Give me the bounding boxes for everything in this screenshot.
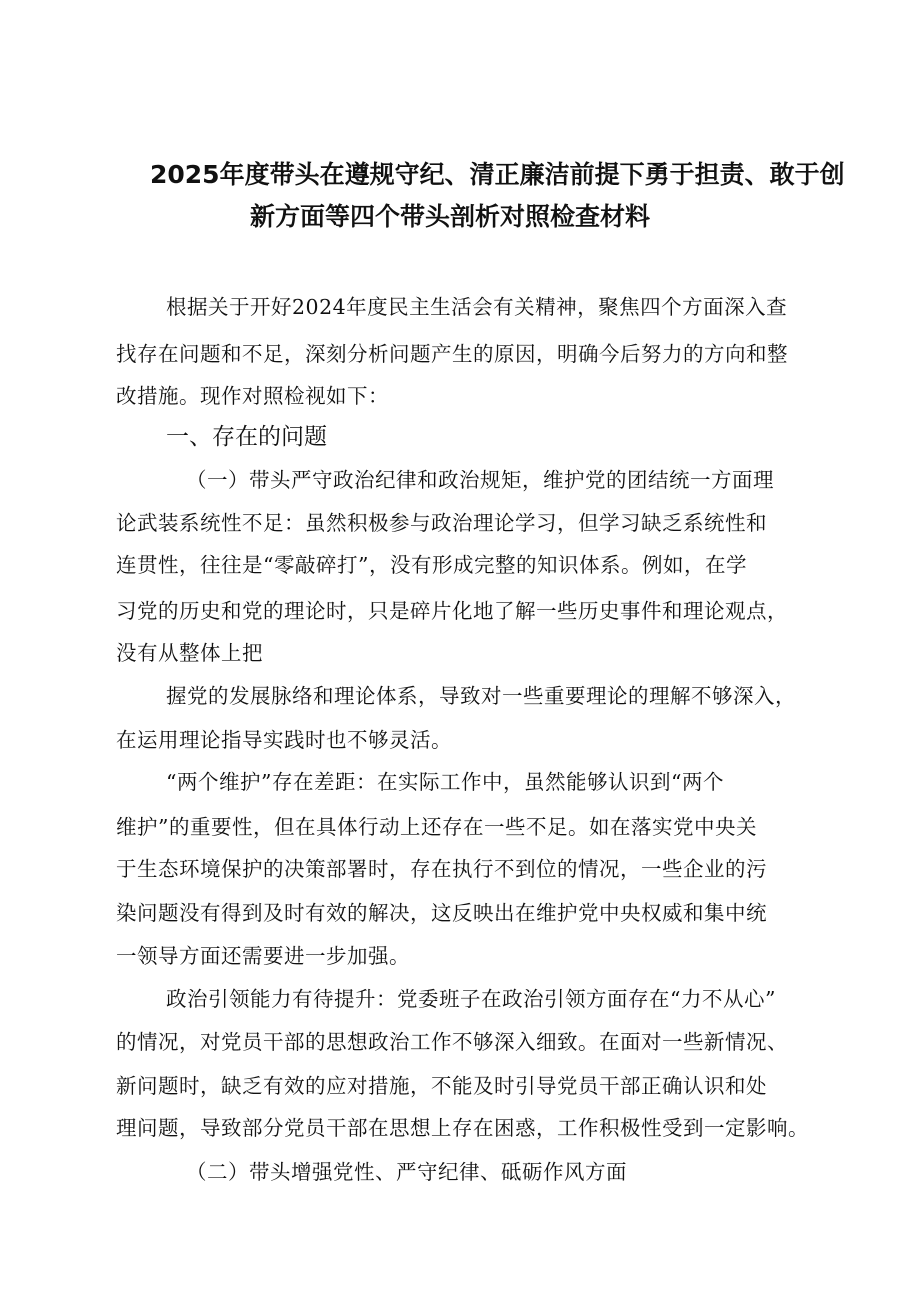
para3-line-4: 染问题没有得到及时有效的解决，这反映出在维护党中央权威和集中统 bbox=[116, 901, 767, 925]
para4-line-2: 的情况，对党员干部的思想政治工作不够深入细致。在面对一些新情况、 bbox=[116, 1030, 788, 1054]
para1-line-2: 论武装系统性不足：虽然积极参与政治理论学习，但学习缺乏系统性和 bbox=[116, 511, 767, 535]
para1-line-5: 没有从整体上把 bbox=[116, 641, 263, 665]
intro-line-2: 找存在问题和不足，深刻分析问题产生的原因，明确今后努力的方向和整 bbox=[116, 342, 788, 366]
para5-line-1: （二）带头增强党性、严守纪律、砥砺作风方面 bbox=[186, 1160, 627, 1184]
document-title-line-2: 新方面等四个带头剖析对照检查材料 bbox=[250, 202, 651, 231]
para2-line-1: 握党的发展脉络和理论体系，导致对一些重要理论的理解不够深入， bbox=[166, 684, 796, 708]
para1-line-1: （一）带头严守政治纪律和政治规矩，维护党的团结统一方面理 bbox=[186, 468, 774, 492]
para3-line-2: 维护”的重要性，但在具体行动上还存在一些不足。如在落实党中央关 bbox=[116, 815, 757, 839]
section-heading: 一、存在的问题 bbox=[166, 424, 327, 450]
intro-line-1: 根据关于开好2024年度民主生活会有关精神，聚焦四个方面深入查 bbox=[166, 295, 788, 319]
intro-line-3: 改措施。现作对照检视如下： bbox=[116, 384, 389, 408]
para4-line-3: 新问题时，缺乏有效的应对措施，不能及时引导党员干部正确认识和处 bbox=[116, 1074, 767, 1098]
para3-line-3: 于生态环境保护的决策部署时，存在执行不到位的情况，一些企业的污 bbox=[116, 857, 767, 881]
para3-line-5: 一领导方面还需要进一步加强。 bbox=[116, 944, 410, 968]
para1-line-3: 连贯性，往往是“零敲碎打”，没有形成完整的知识体系。例如，在学 bbox=[116, 553, 747, 577]
para4-line-1: 政治引领能力有待提升：党委班子在政治引领方面存在“力不从心” bbox=[166, 987, 776, 1011]
para2-line-2: 在运用理论指导实践时也不够灵活。 bbox=[116, 728, 452, 752]
para1-line-4: 习党的历史和党的理论时，只是碎片化地了解一些历史事件和理论观点， bbox=[116, 599, 788, 623]
para3-line-1: “两个维护”存在差距：在实际工作中，虽然能够认识到“两个 bbox=[166, 770, 724, 794]
document-title-line-1: 2025年度带头在遵规守纪、清正廉洁前提下勇于担责、敢于创 bbox=[150, 160, 845, 189]
para4-line-4: 理问题，导致部分党员干部在思想上存在困惑，工作积极性受到一定影响。 bbox=[116, 1116, 809, 1140]
